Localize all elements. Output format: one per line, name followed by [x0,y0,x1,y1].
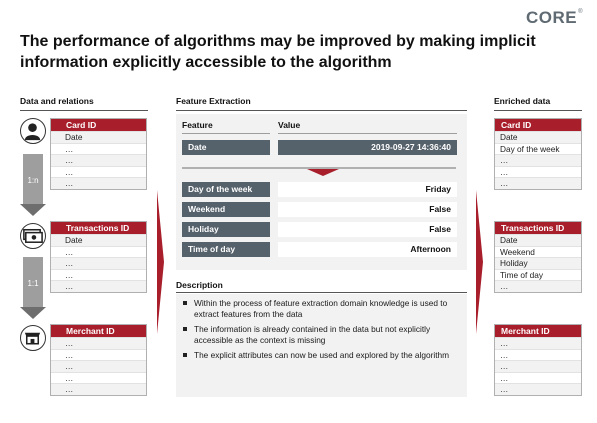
relation-label-1n: 1:n [27,176,39,185]
table-row: … [51,280,146,292]
value-weekend: False [278,202,457,217]
logo-text: CORE [526,8,578,27]
money-icon-glyph [21,224,44,247]
table-header: Transactions ID [495,222,581,234]
feature-weekend: Weekend [182,202,270,217]
flow-chevron-right [476,190,483,334]
table-row: … [51,360,146,372]
table-row: … [51,177,146,189]
section-header-feature-extraction: Feature Extraction [176,96,251,106]
section-header-enriched-data: Enriched data [494,96,551,106]
table-header: Card ID [51,119,146,131]
extraction-arrow [307,169,339,176]
table-row: Date [495,131,581,143]
relation-label-11: 1:1 [27,279,39,288]
column-rule-value [278,133,457,134]
enriched-table-merchant-id [494,324,582,396]
column-rule-feature [182,133,270,134]
table-row: … [495,280,581,292]
feature-holiday: Holiday [182,222,270,237]
table-row: … [51,269,146,281]
table-row: Date [51,131,146,143]
table-row: Date [51,234,146,246]
feature-time-of-day: Time of day [182,242,270,257]
table-row: Time of day [495,269,581,281]
description-rule [176,292,467,293]
person-icon-glyph [21,119,44,142]
table-row: … [51,143,146,155]
table-row: Date [495,234,581,246]
table-header: Card ID [495,119,581,131]
table-row: … [495,154,581,166]
table-header: Merchant ID [495,325,581,337]
table-header: Transactions ID [51,222,146,234]
relation-arrow-1 [20,154,46,216]
column-header-value: Value [278,120,301,130]
table-row: … [51,372,146,384]
section-rule-middle [176,110,467,111]
money-icon [20,223,46,249]
input-feature-date: Date [182,140,270,155]
table-row: … [495,166,581,178]
value-day-of-week: Friday [278,182,457,197]
description-bullet: The information is already contained in the data but not explicitly accessible as the context is missing [182,324,462,345]
registered-mark: ® [578,9,584,16]
section-header-data-relations: Data and relations [20,96,94,106]
table-row: … [51,257,146,269]
description-title: Description [176,280,223,290]
enriched-table-transactions-id [494,221,582,293]
table-row: … [51,349,146,361]
value-holiday: False [278,222,457,237]
column-header-feature: Feature [182,120,213,130]
table-row: … [51,166,146,178]
table-row: … [495,372,581,384]
relation-arrow-2 [20,257,46,319]
table-row: Holiday [495,257,581,269]
person-icon [20,118,46,144]
table-row: … [495,383,581,395]
feature-day-of-week: Day of the week [182,182,270,197]
table-row: … [495,349,581,361]
core-logo [526,8,583,28]
table-merchant-id [50,324,147,396]
table-row: … [495,360,581,372]
flow-chevron-left [157,190,164,334]
table-card-id [50,118,147,190]
description-bullets [182,298,462,366]
description-bullet: The explicit attributes can now be used and explored by the algorithm [182,350,462,361]
enriched-table-card-id [494,118,582,190]
table-row: … [51,246,146,258]
section-rule-right [494,110,582,111]
table-row: … [51,337,146,349]
shop-icon [20,325,46,351]
table-row: … [51,383,146,395]
table-header: Merchant ID [51,325,146,337]
table-row: Weekend [495,246,581,258]
input-value-date: 2019-09-27 14:36:40 [278,140,457,155]
table-row: … [495,177,581,189]
description-bullet: Within the process of feature extraction domain knowledge is used to extract features from the data [182,298,462,319]
section-rule-left [20,110,148,111]
page-title: The performance of algorithms may be improved by making implicit information explicitly accessible to the algorithm [20,33,536,71]
table-row: … [495,337,581,349]
table-transactions-id [50,221,147,293]
shop-icon-glyph [21,326,44,349]
table-row: Day of the week [495,143,581,155]
value-time-of-day: Afternoon [278,242,457,257]
table-row: … [51,154,146,166]
